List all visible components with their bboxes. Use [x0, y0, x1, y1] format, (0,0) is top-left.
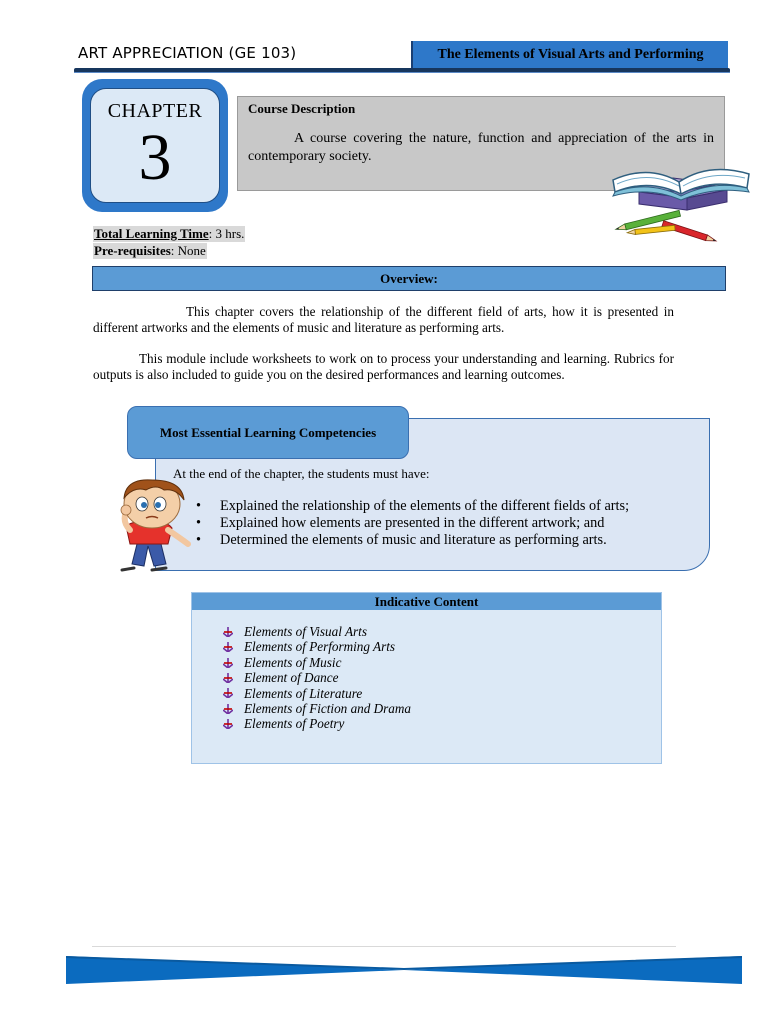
content-item-text: Element of Dance [244, 670, 339, 686]
indicative-content-box [191, 592, 662, 764]
learning-time-value: : 3 hrs. [208, 226, 245, 241]
chapter-badge-inner [90, 88, 220, 203]
content-item-text: Elements of Poetry [244, 716, 345, 732]
competencies-list [196, 498, 629, 549]
overview-heading: Overview: [92, 266, 726, 291]
list-item [223, 624, 661, 639]
prerequisites [93, 243, 207, 259]
arrow-bullet-icon [223, 688, 233, 698]
footer-rule [92, 946, 676, 947]
arrow-bullet-icon [223, 704, 233, 714]
header-divider-accent [74, 72, 730, 73]
list-item [223, 655, 661, 670]
list-item [196, 498, 629, 515]
arrow-bullet-icon [223, 658, 233, 668]
indicative-content-list [223, 624, 661, 732]
competency-text: Explained how elements are presented in the different artwork; and [220, 515, 605, 531]
course-description-text: A course covering the nature, function and appreciation of the arts in contemporary society. [248, 131, 714, 164]
list-item [223, 686, 661, 701]
arrow-bullet-icon [223, 642, 233, 652]
content-item-text: Elements of Performing Arts [244, 639, 396, 655]
overview-paragraph: This chapter covers the relationship of the different field of arts, how it is presented in different artworks and the elements of music and literature as performing arts. [93, 304, 674, 335]
list-item [223, 639, 661, 654]
module-title: The Elements of Visual Arts and Performing [411, 41, 728, 69]
chapter-label: CHAPTER [107, 100, 203, 122]
learning-time-label: Total Learning Time [94, 226, 209, 241]
content-item-text: Elements of Visual Arts [244, 624, 367, 639]
overview-paragraph: This module include worksheets to work on to process your understanding and learning. Rubrics for outputs is also included to guide you on the desired performances and learning outcomes. [93, 351, 674, 382]
content-item-text: Elements of Fiction and Drama [244, 701, 412, 717]
content-item-text: Elements of Literature [244, 685, 363, 701]
list-item [223, 716, 661, 731]
competency-text: Determined the elements of music and literature as performing arts. [220, 532, 607, 548]
course-description-title: Course Description [248, 101, 356, 116]
footer-banner [66, 954, 742, 986]
competencies-lead: At the end of the chapter, the students must have: [173, 466, 430, 481]
arrow-bullet-icon [223, 719, 233, 729]
indicative-content-title: Indicative Content [192, 593, 661, 610]
arrow-bullet-icon [223, 673, 233, 683]
prerequisites-value: : None [170, 243, 206, 258]
prerequisites-label: Pre-requisites [94, 243, 171, 258]
list-item [196, 532, 629, 549]
learning-time [93, 226, 245, 242]
content-item-text: Elements of Music [244, 654, 342, 670]
chapter-number: 3 [138, 121, 172, 194]
competencies-title: Most Essential Learning Competencies [127, 406, 409, 459]
bullet-icon: • [196, 498, 202, 514]
competency-text: Explained the relationship of the elements of the different fields of arts; [220, 498, 630, 514]
chapter-badge [82, 79, 228, 212]
bullet-icon: • [196, 532, 202, 548]
course-code: ART APPRECIATION (GE 103) [78, 44, 297, 62]
books-pencils-icon [609, 160, 755, 246]
list-item [223, 670, 661, 685]
list-item [223, 701, 661, 716]
list-item [196, 515, 629, 532]
thinking-boy-icon [104, 476, 196, 572]
bullet-icon: • [196, 515, 202, 531]
arrow-bullet-icon [223, 627, 233, 637]
